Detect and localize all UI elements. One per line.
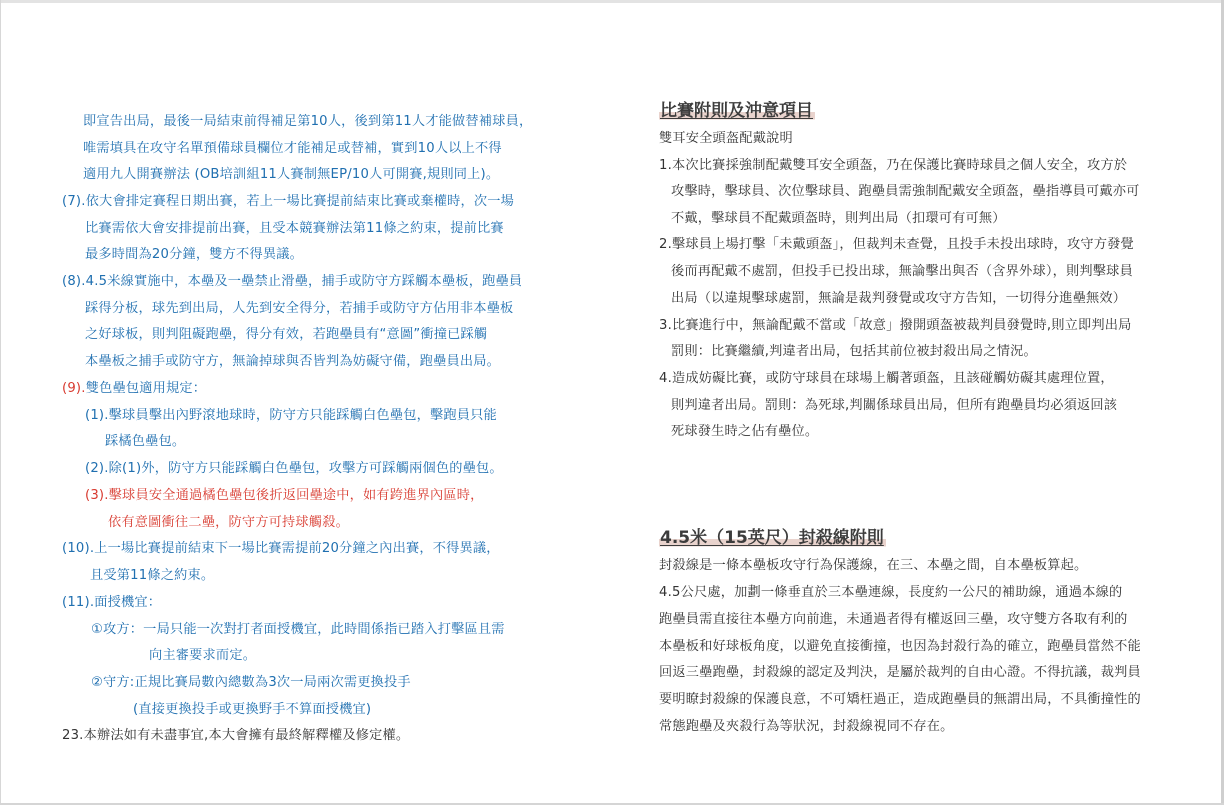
force-line-5: 回返三壘跑壘，封殺線的認定及判決，是屬於裁判的自由心證。不得抗議，裁判員	[659, 665, 1141, 680]
force-line-3: 跑壘員需直接往本壘方向前進，未通過者得有權返回三壘，攻守雙方各取有利的	[659, 612, 1128, 627]
helmet-line-8: 罰則：比賽繼續,判違者出局，包括其前位被封殺出局之情況。	[671, 344, 1037, 359]
left-line-4: (7).依大會排定賽程日期出賽，若上一場比賽提前結束比賽或棄權時，次一場	[62, 194, 515, 209]
left-line-21: 向主審要求而定。	[149, 648, 257, 663]
left-line-18: 且受第11條之約束。	[90, 568, 215, 583]
force-line-7: 常態跑壘及夾殺行為等狀況，封殺線視同不存在。	[659, 719, 954, 734]
helmet-subtitle: 雙耳安全頭盔配戴說明	[659, 131, 793, 146]
left-line-6: 最多時間為20分鐘，雙方不得異議。	[85, 247, 303, 262]
left-line-1: 即宣告出局，最後一局結束前得補足第10人，後到第11人才能做替補球員，	[83, 114, 533, 129]
force-line-6: 要明瞭封殺線的保護良意，不可矯枉過正，造成跑壘員的無謂出局，不具衝撞性的	[659, 692, 1141, 707]
left-line-15: (3).擊球員安全通過橘色壘包後折返回壘途中，如有跨進界內區時，	[85, 488, 484, 503]
left-line-9: 之好球板，則判阻礙跑壘，得分有效，若跑壘員有“意圖”衝撞已踩觸	[85, 327, 488, 342]
left-line-16: 依有意圖衝往二壘，防守方可持球觸殺。	[108, 515, 349, 530]
left-line-19: (11).面授機宜：	[62, 595, 162, 610]
helmet-line-7: 3.比賽進行中，無論配戴不當或「故意」撥開頭盔被裁判員發覺時,則立即判出局	[659, 318, 1132, 333]
left-line-12: (1).擊球員擊出內野滾地球時，防守方只能踩觸白色壘包，擊跑員只能	[85, 408, 497, 423]
left-line-13: 踩橘色壘包。	[105, 434, 186, 449]
item-9-number: (9).	[62, 381, 86, 396]
helmet-line-4: 2.擊球員上場打擊「未戴頭盔」，但裁判未查覺，且投手未投出球時，攻守方發覺	[659, 237, 1134, 252]
left-line-22: ②守方:正規比賽局數內總數為3次一局兩次需更換投手	[91, 675, 411, 690]
helmet-line-10: 則判違者出局。罰則：為死球,判關係球員出局，但所有跑壘員均必須返回該	[671, 398, 1118, 413]
left-line-2: 唯需填具在攻守名單預備球員欄位才能補足或替補，實到10人以上不得	[83, 141, 502, 156]
left-line-5: 比賽需依大會安排提前出賽，且受本競賽辦法第11條之約束，提前比賽	[85, 221, 504, 236]
left-line-23: (直接更換投手或更換野手不算面授機宜)	[133, 702, 372, 717]
page-edge-left	[0, 0, 1, 805]
helmet-line-3: 不戴，擊球員不配戴頭盔時，則判出局（扣環可有可無）	[671, 211, 1006, 226]
force-line-1: 封殺線是一條本壘板攻守行為保護線，在三、本壘之間，自本壘板算起。	[659, 558, 1088, 573]
section-title-force-line: 4.5米（15英尺）封殺線附則	[660, 528, 884, 548]
page-edge-top	[0, 0, 1224, 3]
left-line-11	[62, 380, 206, 398]
item-9-text: 雙色壘包適用規定：	[85, 381, 207, 396]
helmet-line-6: 出局（以違規擊球處罰，無論是裁判發覺或攻守方告知，一切得分進壘無效）	[671, 291, 1127, 306]
left-line-8: 踩得分板，球先到出局，人先到安全得分，若捕手或防守方佔用非本壘板	[85, 301, 514, 316]
helmet-line-1: 1.本次比賽採強制配戴雙耳安全頭盔，乃在保護比賽時球員之個人安全，攻方於	[659, 158, 1128, 173]
force-line-2: 4.5公尺處，加劃一條垂直於三本壘連線，長度約一公尺的補助線，通過本線的	[659, 585, 1123, 600]
left-line-3: 適用九人開賽辦法 (OB培訓組11人賽制無EP/10人可開賽,規則同上)。	[83, 167, 500, 182]
left-line-10: 本壘板之捕手或防守方，無論掉球與否皆判為妨礙守備，跑壘員出局。	[85, 354, 501, 369]
force-line-4: 本壘板和好球板角度，以避免直接衝撞，也因為封殺行為的確立，跑壘員當然不能	[659, 639, 1141, 654]
helmet-line-5: 後而再配戴不處罰，但投手已投出球，無論擊出與否（含界外球），則判擊球員	[671, 264, 1133, 279]
left-line-17: (10).上一場比賽提前結束下一場比賽需提前20分鐘之內出賽，不得異議，	[62, 541, 500, 556]
left-line-14: (2).除(1)外，防守方只能踩觸白色壘包，攻擊方可踩觸兩個色的壘包。	[85, 461, 503, 476]
helmet-line-9: 4.造成妨礙比賽，或防守球員在球場上觸著頭盔，且該碰觸妨礙其處理位置，	[659, 371, 1114, 386]
helmet-line-11: 死球發生時之佔有壘位。	[671, 424, 819, 439]
left-line-7: (8).4.5米線實施中，本壘及一壘禁止滑壘，捕手或防守方踩觸本壘板，跑壘員	[62, 274, 523, 289]
section-title-rules: 比賽附則及沖意項目	[660, 101, 813, 121]
left-line-20: ①攻方：一局只能一次對打者面授機宜，此時間係指已踏入打擊區且需	[91, 622, 505, 637]
helmet-line-2: 攻擊時，擊球員、次位擊球員、跑壘員需強制配戴安全頭盔，壘指導員可戴亦可	[671, 184, 1140, 199]
left-line-24: 23.本辦法如有未盡事宜,本大會擁有最終解釋權及修定權。	[62, 728, 410, 743]
